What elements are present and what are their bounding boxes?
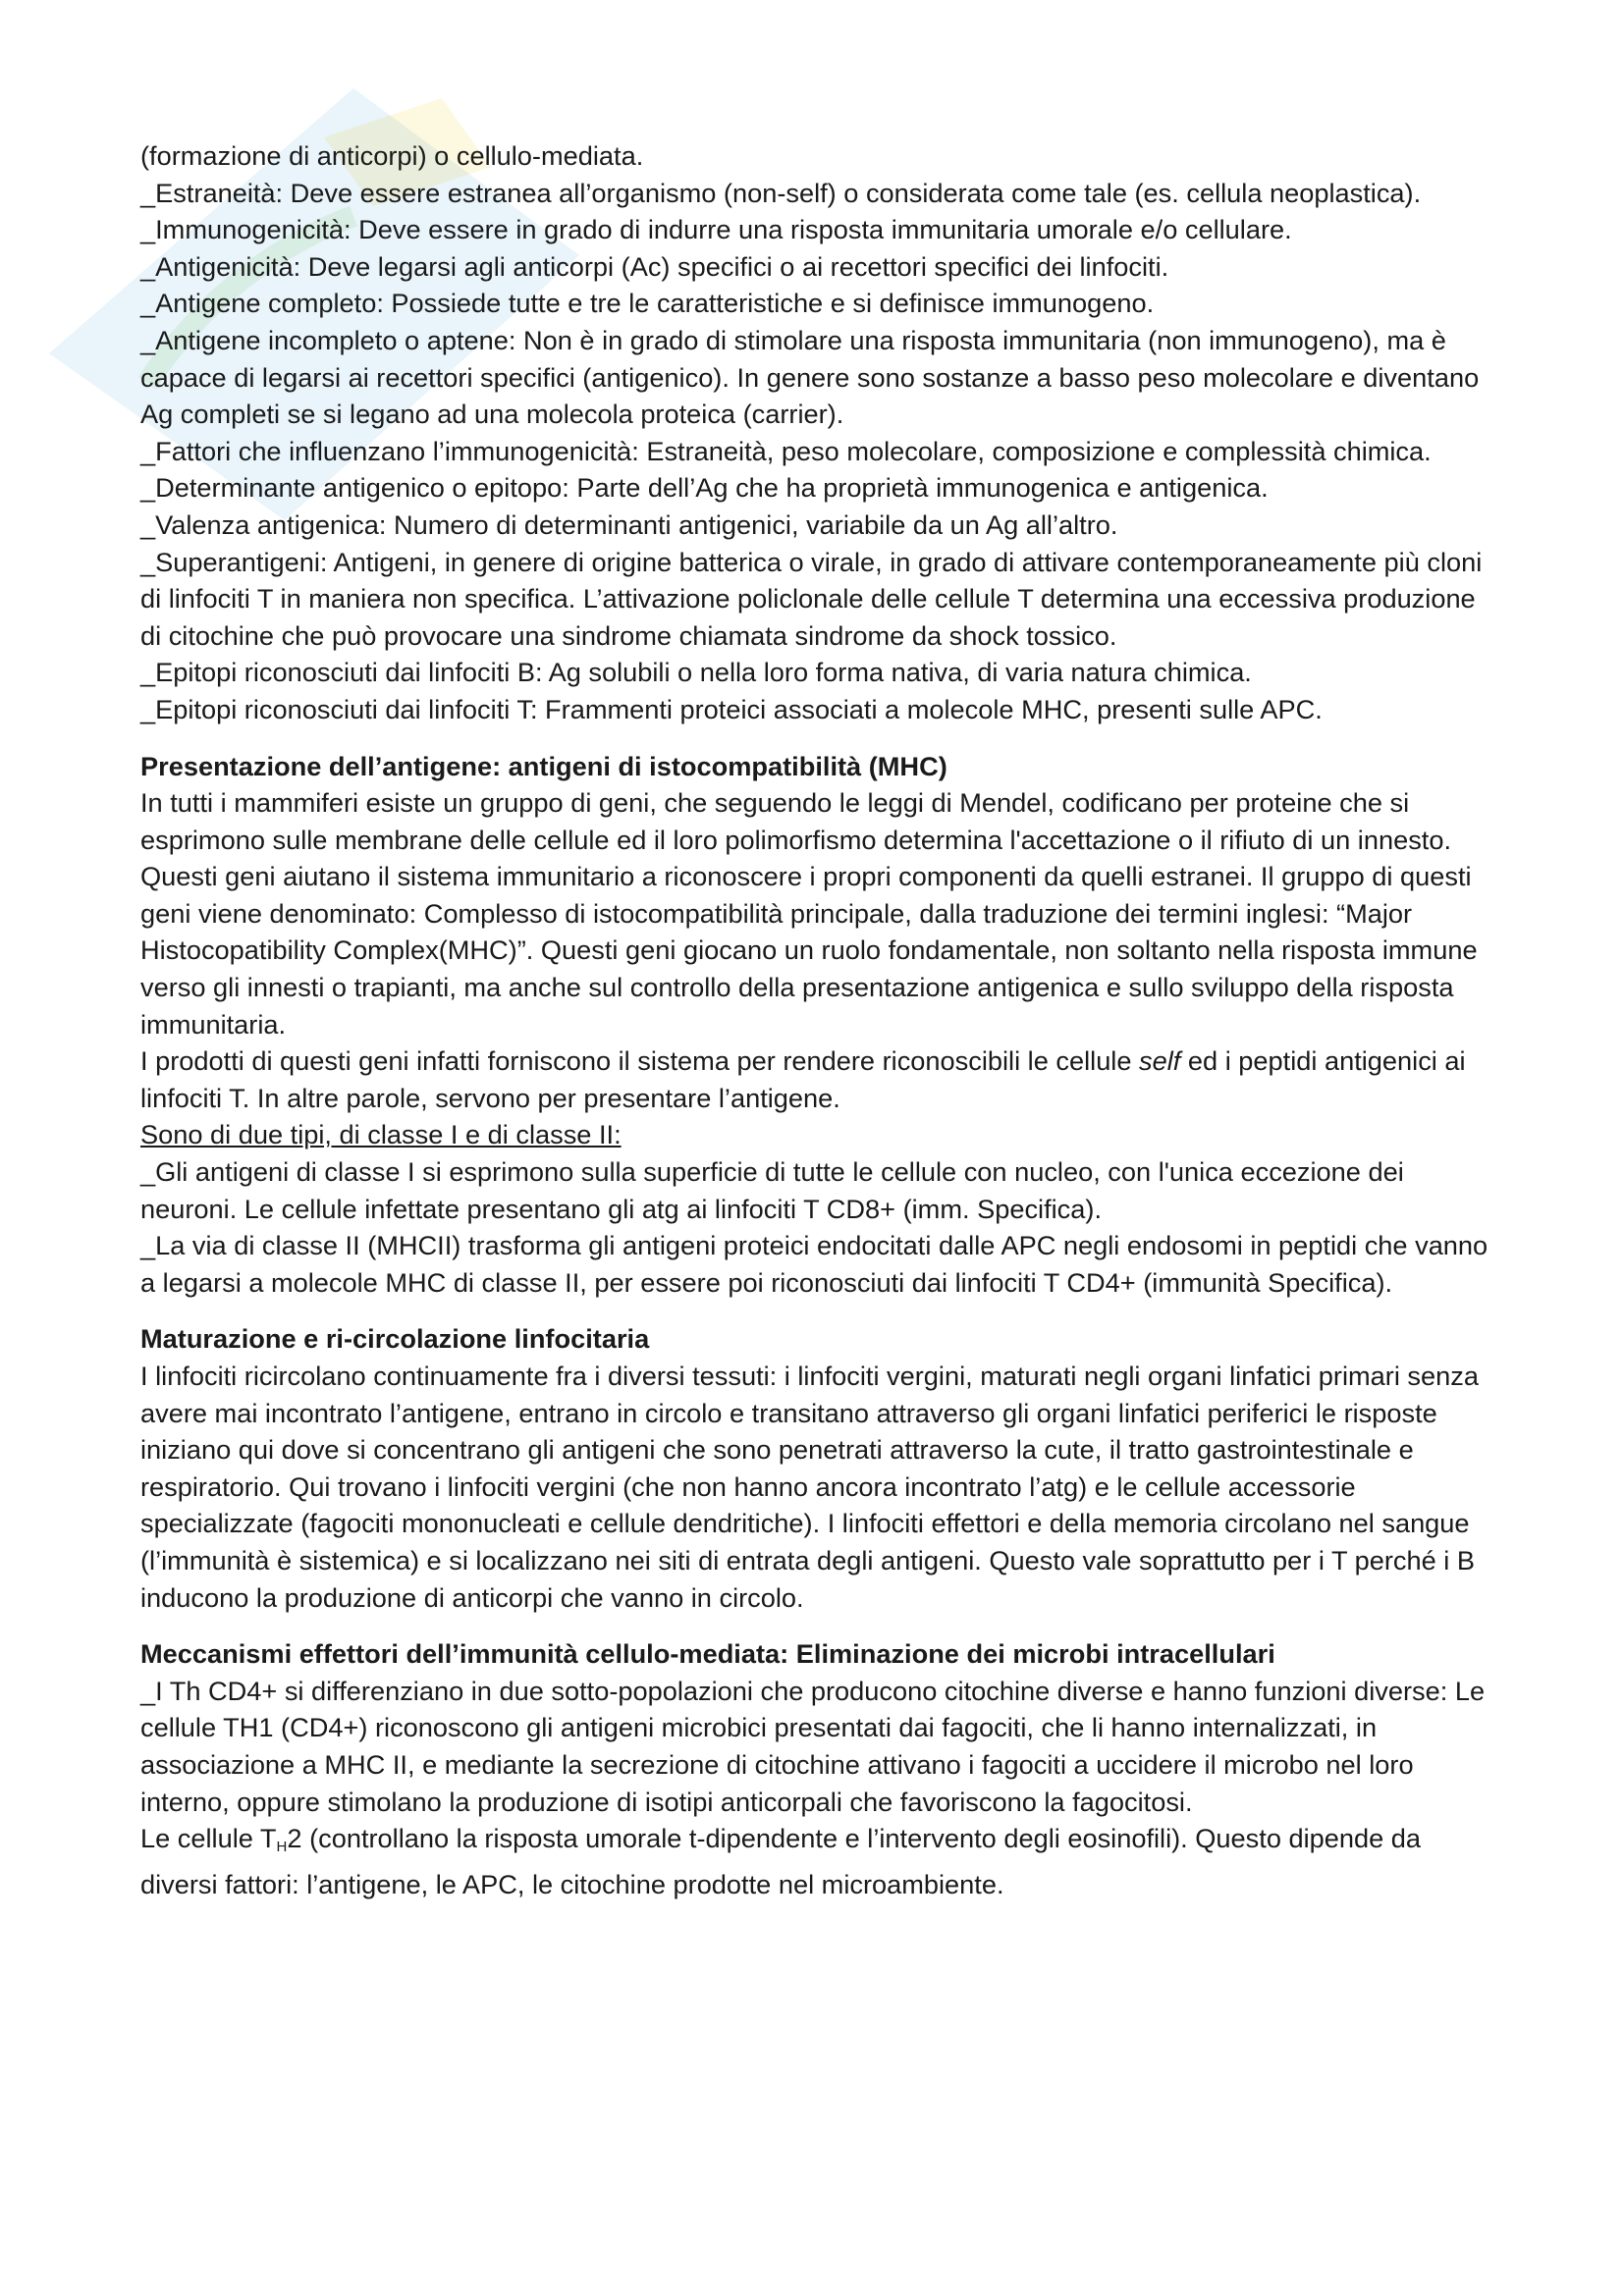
section-maturation <box>140 1320 1500 1616</box>
paragraph-mhc-intro: In tutti i mammiferi esiste un gruppo di geni, che seguendo le leggi di Mendel, codificano per proteine che si esprimono sulle membrane delle cellule ed il loro polimorfismo determina l'accettazione o il rifiuto di un innesto. Questi geni aiutano il sistema immunitario a riconoscere i propri componenti da quelli estranei. Il gruppo di questi geni viene denominato: Complesso di istocompatibilità principale, dalla traduzione dei termini inglesi: “Major Histocopatibility Complex(MHC)”. Questi geni giocano un ruolo fondamentale, non soltanto nella risposta immune verso gli innesti o trapianti, ma anche sul controllo della presentazione antigenica e sullo sviluppo della risposta immunitaria. <box>140 787 1478 1040</box>
definition-aptene: _Antigene incompleto o aptene: Non è in grado di stimolare una risposta immunitaria (non immunogeno), ma è capace di legarsi ai recettori specifici (antigenico). In genere sono sostanze a basso peso molecolare e diventano Ag completi se si legano ad una molecola proteica (carrier). <box>140 324 1480 430</box>
definition-antigene-completo: _Antigene completo: Possiede tutte e tre le caratteristiche e si definisce immunogeno. <box>140 288 1155 319</box>
text-fragment: 2 (controllano la risposta umorale t-dipendente e l’intervento degli eosinofili). Questo dipende da diversi fattori: l’antigene, le APC, le citochine prodotte nel microambiente. <box>140 1823 1422 1899</box>
heading-maturation: Maturazione e ri-circolazione linfocitaria <box>140 1323 650 1355</box>
definition-superantigeni: _Superantigeni: Antigeni, in genere di origine batterica o virale, in grado di attivare contemporaneamente più cloni di linfociti T in maniera non specifica. L’attivazione policlonale delle cellule T determina una eccessiva produzione di citochine che può provocare una sindrome chiamata sindrome da shock tossico. <box>140 546 1483 651</box>
text-fragment: Le cellule T <box>140 1823 277 1854</box>
mhc-class-1: _Gli antigeni di classe I si esprimono sulla superficie di tutte le cellule con nucleo, con l'unica eccezione dei neuroni. Le cellule infettate presentano gli atg ai linfociti T CD8+ (imm. Specifica). <box>140 1156 1404 1224</box>
definition-epitopi-t: _Epitopi riconosciuti dai linfociti T: Frammenti proteici associati a molecole MHC, presenti sulle APC. <box>140 693 1323 724</box>
definition-fattori: _Fattori che influenzano l’immunogenicità: Estraneità, peso molecolare, composizione e complessità chimica. <box>140 435 1432 466</box>
heading-effectors: Meccanismi effettori dell’immunità cellulo-mediata: Eliminazione dei microbi intracellulari <box>140 1638 1275 1670</box>
paragraph-th2 <box>140 1820 1500 1902</box>
section-antigen-properties <box>140 137 1500 728</box>
mhc-types-label: Sono di due tipi, di classe I e di classe II: <box>140 1119 622 1150</box>
paragraph-mhc-products <box>140 1042 1500 1116</box>
text-line: (formazione di anticorpi) o cellulo-mediata. <box>140 140 644 171</box>
section-mhc <box>140 748 1500 1302</box>
subscript-h: H <box>276 1839 288 1856</box>
text-fragment: I prodotti di questi geni infatti forniscono il sistema per rendere riconoscibili le cellule <box>140 1045 1140 1077</box>
heading-mhc: Presentazione dell’antigene: antigeni di istocompatibilità (MHC) <box>140 750 947 781</box>
section-effectors <box>140 1635 1500 1902</box>
definition-immunogenicita: _Immunogenicità: Deve essere in grado di indurre una risposta immunitaria umorale e/o cellulare. <box>140 214 1292 245</box>
paragraph-th-cd4: _I Th CD4+ si differenziano in due sotto-popolazioni che producono citochine diverse e hanno funzioni diverse: Le cellule TH1 (CD4+) riconoscono gli antigeni microbici presentati dai fagociti, che li hanno internalizzati, in associazione a MHC II, e mediante la secrezione di citochine attivano i fagociti a uccidere il microbo nel loro interno, oppure stimolano la produzione di isotipi anticorpali che favoriscono la fagocitosi. <box>140 1675 1486 1817</box>
definition-estraneita: _Estraneità: Deve essere estranea all’organismo (non-self) o considerata come tale (es. cellula neoplastica). <box>140 177 1422 208</box>
italic-self: self <box>1139 1045 1181 1077</box>
mhc-class-2: _La via di classe II (MHCII) trasforma gli antigeni proteici endocitati dalle APC negli endosomi in peptidi che vanno a legarsi a molecole MHC di classe II, per essere poi riconosciuti dai linfociti T CD4+ (immunità Specifica). <box>140 1230 1488 1298</box>
definition-epitopo: _Determinante antigenico o epitopo: Parte dell’Ag che ha proprietà immunogenica e antigenica. <box>140 472 1269 504</box>
text-fragment: ed i peptidi antigenici ai linfociti T. In altre parole, servono per presentare l’antigene. <box>140 1045 1466 1113</box>
definition-epitopi-b: _Epitopi riconosciuti dai linfociti B: Ag solubili o nella loro forma nativa, di varia natura chimica. <box>140 657 1252 688</box>
document-page <box>140 137 1500 1902</box>
definition-antigenicita: _Antigenicità: Deve legarsi agli anticorpi (Ac) specifici o ai recettori specifici dei linfociti. <box>140 250 1169 282</box>
definition-valenza: _Valenza antigenica: Numero di determinanti antigenici, variabile da un Ag all’altro. <box>140 508 1118 540</box>
paragraph-maturation: I linfociti ricircolano continuamente fra i diversi tessuti: i linfociti vergini, maturati negli organi linfatici primari senza avere mai incontrato l’antigene, entrano in circolo e transitano attraverso gli organi linfatici periferici le risposte iniziano qui dove si concentrano gli antigeni che sono penetrati attraverso la cute, il tratto gastrointestinale e respiratorio. Qui trovano i linfociti vergini (che non hanno ancora incontrato l’atg) e le cellule accessorie specializzate (fagociti mononucleati e cellule dendritiche). I linfociti effettori e della memoria circolano nel sangue (l’immunità è sistemica) e si localizzano nei siti di entrata degli antigeni. Questo vale soprattutto per i T perché i B inducono la produzione di anticorpi che vanno in circolo. <box>140 1361 1479 1613</box>
